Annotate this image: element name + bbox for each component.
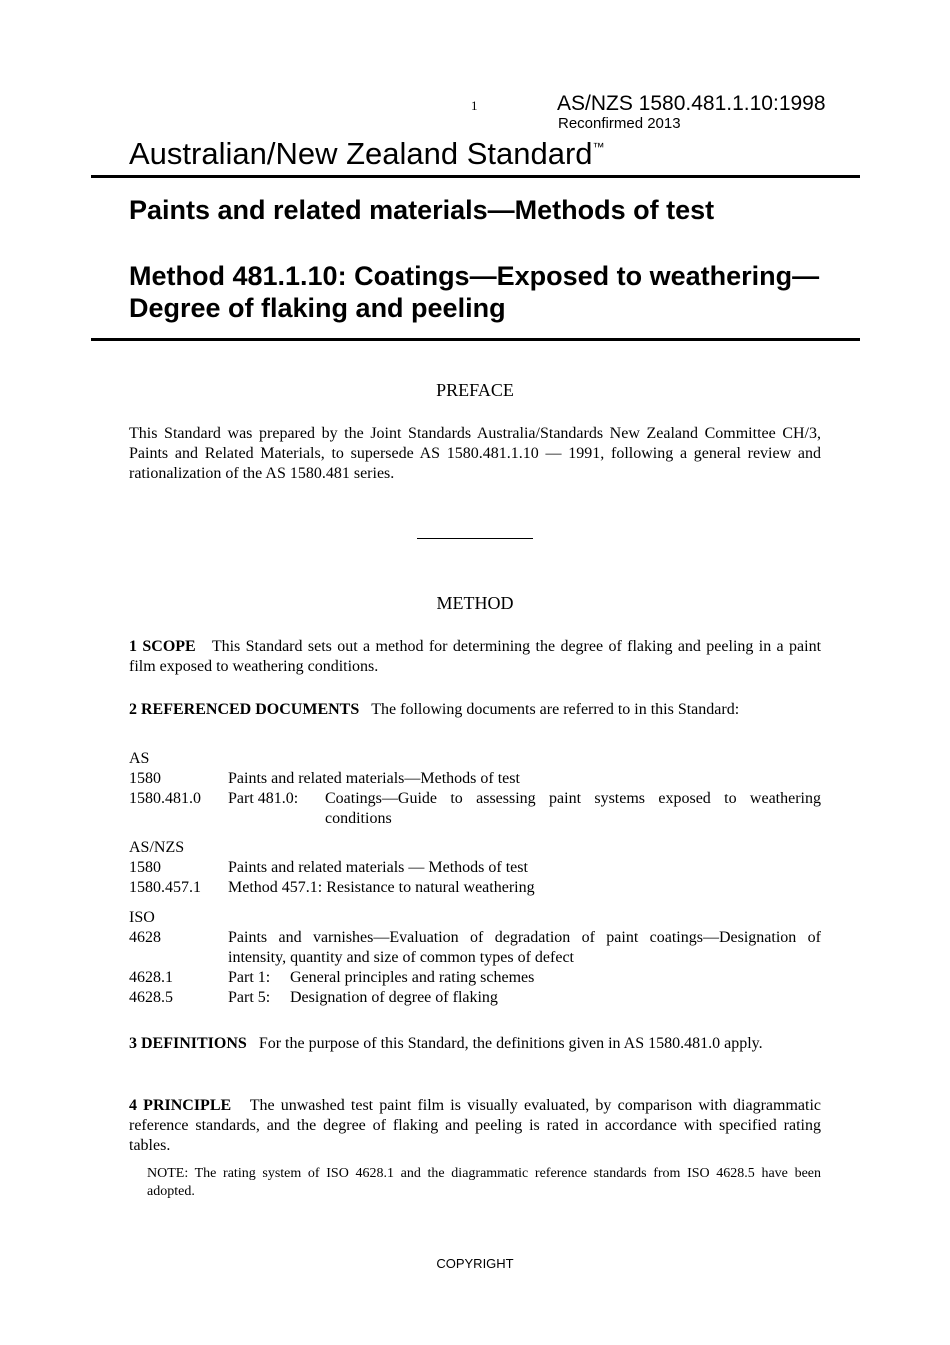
preface-heading: PREFACE [436, 380, 514, 400]
group-heading: AS [129, 750, 150, 767]
reference-row [129, 928, 821, 968]
standard-type-text: Australian/New Zealand Standard [129, 136, 593, 171]
reference-number: 1580.481.0 [129, 790, 201, 807]
definitions-label: 3 DEFINITIONS [129, 1035, 247, 1052]
reference-part-title: Designation of degree of flaking [290, 989, 498, 1006]
reference-group-iso [129, 908, 821, 1008]
referenced-text: The following documents are referred to in this Standard: [371, 701, 740, 718]
reference-row [129, 988, 821, 1008]
reference-row [129, 968, 821, 988]
principle-clause [129, 1096, 821, 1156]
trademark-symbol: ™ [592, 140, 605, 154]
section-separator [417, 538, 533, 539]
method-heading: METHOD [436, 593, 514, 613]
reference-part: Part 481.0: [228, 790, 299, 807]
preface-text: This Standard was prepared by the Joint Standards Australia/Standards New Zealand Committee CH/3, Paints and Related Materials, to supersede AS 1580.481.1.10 — 1991, following a general review and rationalization of the AS 1580.481 series. [129, 425, 821, 482]
group-heading: AS/NZS [129, 839, 185, 856]
definitions-text: For the purpose of this Standard, the definitions given in AS 1580.481.0 apply. [258, 1035, 763, 1052]
standard-number: AS/NZS 1580.481.1.10:1998 [557, 92, 826, 115]
reference-title: Method 457.1: Resistance to natural weathering [228, 879, 535, 896]
reference-number: 1580 [129, 859, 161, 876]
scope-text: This Standard sets out a method for determining the degree of flaking and peeling in a paint film exposed to weathering conditions. [129, 638, 822, 675]
reference-group-asnzs [129, 838, 821, 898]
scope-clause [129, 637, 821, 677]
copyright-footer: COPYRIGHT [436, 1256, 514, 1271]
principle-label: 4 PRINCIPLE [129, 1097, 232, 1114]
reference-row [129, 789, 821, 829]
reference-group-as [129, 749, 821, 829]
scope-label: 1 SCOPE [129, 638, 196, 655]
standard-type [129, 136, 605, 172]
page-number: 1 [471, 98, 478, 113]
reconfirmed-note: Reconfirmed 2013 [558, 115, 681, 132]
reference-row [129, 769, 821, 789]
reference-title: Paints and varnishes—Evaluation of degradation of paint coatings—Designation of intensity, quantity and size of common types of defect [228, 929, 821, 966]
group-heading: ISO [129, 909, 155, 926]
referenced-label: 2 REFERENCED DOCUMENTS [129, 701, 360, 718]
reference-number: 1580 [129, 770, 161, 787]
top-rule [91, 175, 860, 178]
referenced-documents-clause [129, 700, 821, 720]
method-title: Method 481.1.10: Coatings—Exposed to weathering—Degree of flaking and peeling [129, 261, 820, 323]
reference-part-title: Coatings—Guide to assessing paint systems exposed to weathering conditions [325, 790, 821, 827]
reference-part: Part 1: [228, 969, 271, 986]
note-text: NOTE: The rating system of ISO 4628.1 and the diagrammatic reference standards from ISO 4628.5 have been adopted. [147, 1166, 821, 1199]
reference-title [228, 968, 821, 988]
reference-number: 4628 [129, 929, 161, 946]
reference-number: 4628.5 [129, 989, 173, 1006]
reference-number: 1580.457.1 [129, 879, 201, 896]
reference-part: Part 5: [228, 989, 271, 1006]
reference-title [228, 988, 821, 1008]
definitions-clause [129, 1034, 821, 1054]
reference-title: Paints and related materials—Methods of test [228, 770, 520, 787]
principle-text: The unwashed test paint film is visually evaluated, by comparison with diagrammatic reference standards, and the degree of flaking and peeling is rated in accordance with specified rating tables. [129, 1097, 822, 1154]
reference-row [129, 858, 821, 878]
document-title: Paints and related materials—Methods of test [129, 195, 715, 225]
reference-title [228, 789, 821, 829]
reference-part-title: General principles and rating schemes [290, 969, 535, 986]
reference-title: Paints and related materials — Methods of test [228, 859, 528, 876]
reference-row [129, 878, 821, 898]
bottom-rule [91, 338, 860, 341]
reference-number: 4628.1 [129, 969, 173, 986]
